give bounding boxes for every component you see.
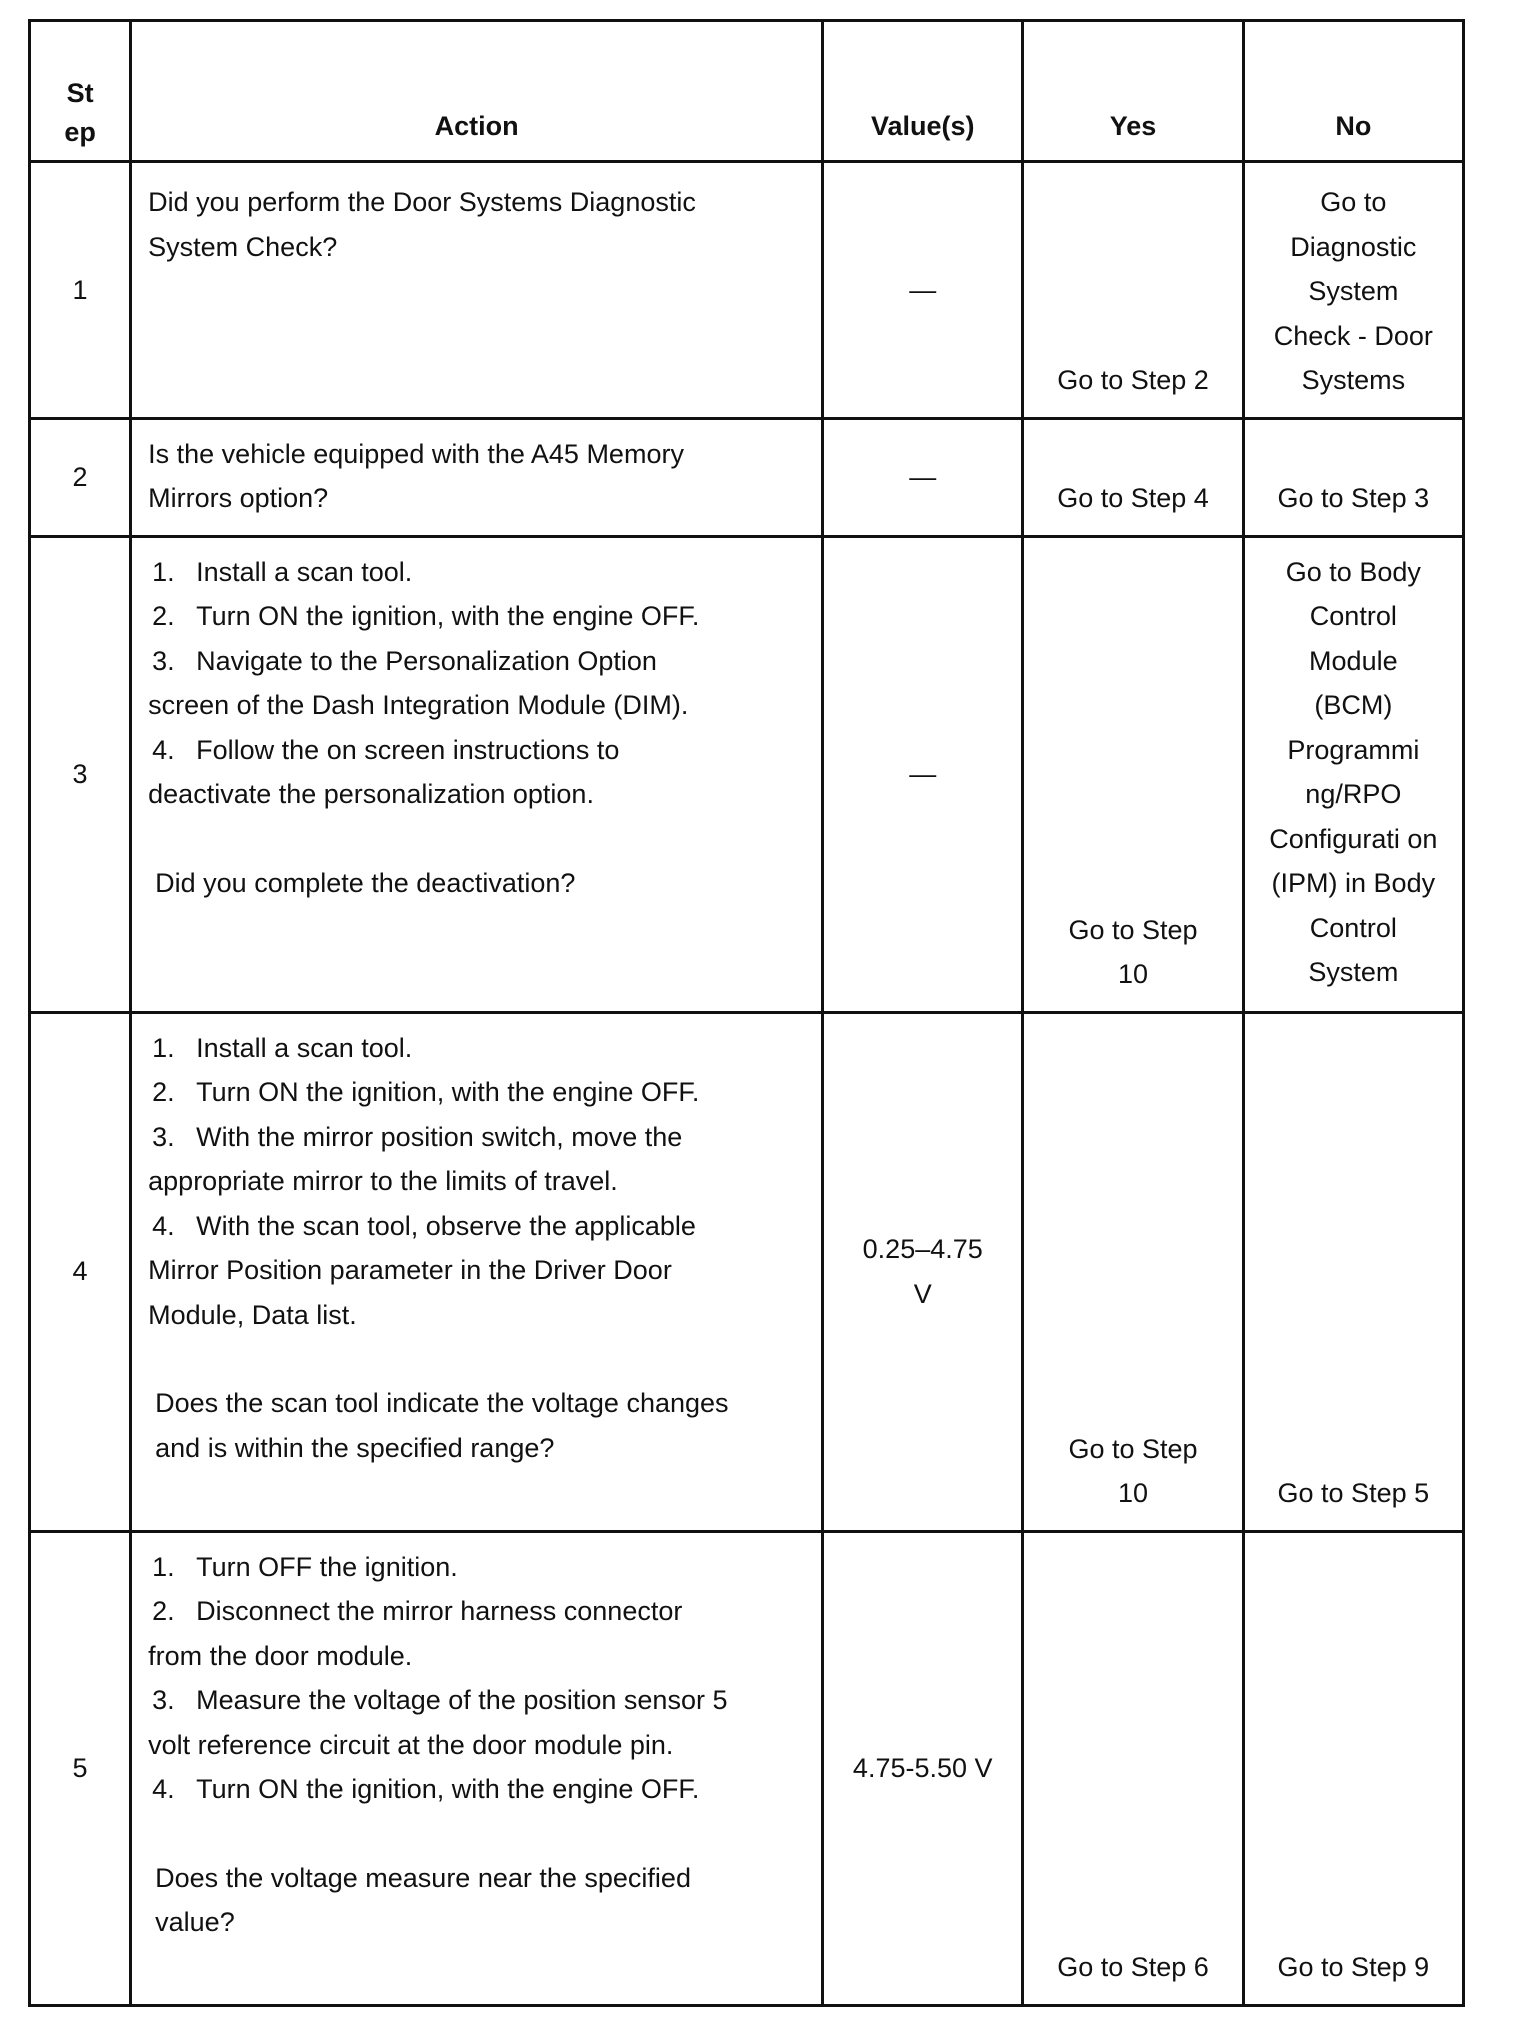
header-no [1243, 21, 1463, 162]
header-yes [1023, 21, 1243, 162]
action-step-text: Turn ON the ignition, with the engine OFF. [196, 601, 700, 631]
header-no-label: No [1335, 111, 1372, 141]
table-row [30, 162, 1464, 419]
table-row [30, 1012, 1464, 1531]
table-row [30, 1531, 1464, 2005]
action-step-text: Navigate to the Personalization Option screen of the Dash Integration Module (DIM). [148, 645, 689, 720]
step-cell [30, 1531, 131, 2005]
yes-link: Go to Step 4 [1057, 483, 1209, 513]
value-cell [823, 418, 1023, 536]
step-number: 2 [72, 461, 88, 492]
no-link: Go to Diagnostic System Check - Door Systems [1273, 187, 1433, 395]
value-cell [823, 536, 1023, 1012]
list-item: 2. Turn ON the ignition, with the engine OFF. [152, 1077, 700, 1107]
value-cell [823, 1012, 1023, 1531]
yes-link: Go to Step 10 [1068, 1433, 1198, 1508]
no-cell [1243, 536, 1463, 1012]
table-row [30, 418, 1464, 536]
no-cell [1243, 162, 1463, 419]
action-steps-list [148, 550, 708, 817]
no-cell [1243, 418, 1463, 536]
table-header-row [30, 21, 1464, 162]
action-step-text: With the scan tool, observe the applicable Mirror Position parameter in the Driver Door Module, Data list. [148, 1210, 696, 1330]
header-action-label: Action [434, 111, 519, 141]
yes-link: Go to Step 10 [1068, 914, 1198, 989]
yes-cell [1023, 418, 1243, 536]
action-step-text: Disconnect the mirror harness connector from the door module. [148, 1596, 683, 1671]
action-question: Does the voltage measure near the specified value? [155, 1862, 691, 1937]
action-cell [131, 1012, 823, 1531]
no-cell [1243, 1012, 1463, 1531]
action-intro: Did you perform the Door Systems Diagnostic System Check? [148, 187, 704, 262]
action-step-text: Turn ON the ignition, with the engine OFF. [196, 1774, 700, 1804]
action-steps-list [148, 1026, 738, 1338]
action-step-text: Install a scan tool. [196, 556, 413, 587]
list-item: 2. Turn ON the ignition, with the engine OFF. [152, 601, 700, 631]
list-item: 3. With the mirror position switch, move the appropriate mirror to the limits of travel. [148, 1121, 683, 1196]
header-value-label: Value(s) [870, 111, 975, 141]
list-item: 3. Navigate to the Personalization Option screen of the Dash Integration Module (DIM). [148, 645, 689, 720]
action-step-text: Turn ON the ignition, with the engine OFF. [196, 1077, 700, 1107]
yes-link: Go to Step 6 [1057, 1952, 1209, 1982]
step-number: 5 [72, 1752, 88, 1783]
action-question: Does the scan tool indicate the voltage changes and is within the specified range? [155, 1388, 729, 1463]
value-cell [823, 162, 1023, 419]
header-value [823, 21, 1023, 162]
table-row [30, 536, 1464, 1012]
yes-link: Go to Step 2 [1057, 365, 1209, 395]
yes-cell [1023, 1531, 1243, 2005]
action-question: Did you complete the deactivation? [155, 867, 576, 898]
header-step [30, 21, 131, 162]
step-cell [30, 1012, 131, 1531]
action-steps-list [148, 1545, 738, 1812]
list-item: 4. Turn ON the ignition, with the engine OFF. [152, 1774, 700, 1804]
action-cell [131, 1531, 823, 2005]
header-action [131, 21, 823, 162]
yes-cell [1023, 162, 1243, 419]
value-text: — [909, 274, 937, 305]
no-link: Go to Step 3 [1277, 483, 1430, 513]
value-cell [823, 1531, 1023, 2005]
header-step-label: St ep [64, 78, 96, 147]
list-item: 4. With the scan tool, observe the applicable Mirror Position parameter in the Driver Door Module, Data list. [148, 1210, 696, 1330]
no-link: Go to Body Control Module (BCM) Programmi ng/RPO Configurati on (IPM) in Body Control System [1269, 556, 1438, 987]
action-cell [131, 536, 823, 1012]
list-item: 4. Follow the on screen instructions to deactivate the personalization option. [148, 734, 620, 809]
action-step-text: Install a scan tool. [196, 1032, 413, 1063]
list-item: 1. Install a scan tool. [152, 1032, 413, 1063]
step-cell [30, 418, 131, 536]
action-step-text: Follow the on screen instructions to deactivate the personalization option. [148, 734, 620, 809]
list-item: 1. Turn OFF the ignition. [152, 1551, 458, 1582]
action-step-text: With the mirror position switch, move the appropriate mirror to the limits of travel. [148, 1121, 683, 1196]
step-cell [30, 162, 131, 419]
value-text: — [909, 461, 937, 492]
yes-cell [1023, 1012, 1243, 1531]
no-cell [1243, 1531, 1463, 2005]
no-link: Go to Step 5 [1277, 1478, 1430, 1508]
list-item: 2. Disconnect the mirror harness connector from the door module. [148, 1596, 683, 1671]
table-body [30, 162, 1464, 2006]
value-text: — [909, 758, 937, 789]
action-cell [131, 418, 823, 536]
action-step-text: Measure the voltage of the position sensor 5 volt reference circuit at the door module pin. [148, 1685, 728, 1760]
header-yes-label: Yes [1109, 111, 1157, 141]
step-number: 1 [72, 274, 88, 305]
step-number: 3 [72, 758, 88, 789]
no-link: Go to Step 9 [1277, 1952, 1430, 1982]
diagnostic-table [28, 19, 1465, 2007]
step-cell [30, 536, 131, 1012]
action-cell [131, 162, 823, 419]
action-step-text: Turn OFF the ignition. [196, 1551, 458, 1582]
value-text: 0.25–4.75 V [862, 1234, 983, 1309]
value-text: 4.75-5.50 V [852, 1752, 993, 1783]
list-item: 1. Install a scan tool. [152, 556, 413, 587]
action-intro: Is the vehicle equipped with the A45 Memory Mirrors option? [148, 438, 692, 513]
step-number: 4 [72, 1256, 88, 1287]
yes-cell [1023, 536, 1243, 1012]
list-item: 3. Measure the voltage of the position sensor 5 volt reference circuit at the door module pin. [148, 1685, 728, 1760]
